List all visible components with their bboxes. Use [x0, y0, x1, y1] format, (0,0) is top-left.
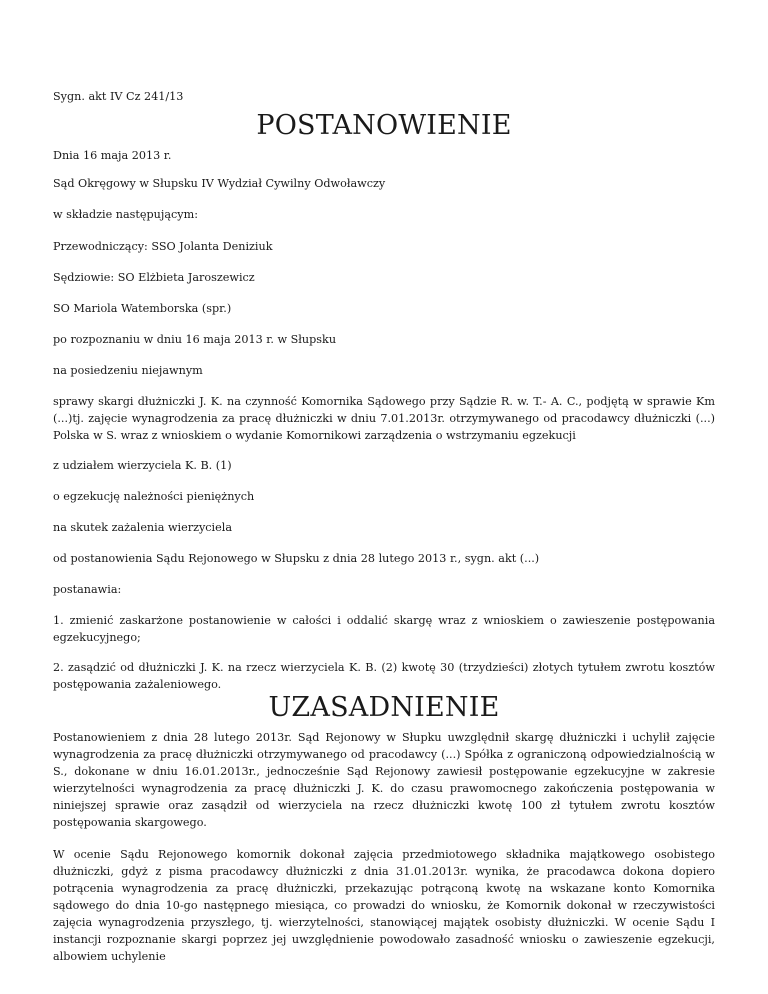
justification-paragraph-2: W ocenie Sądu Rejonowego komornik dokonał zajęcia przedmiotowego składnika majątkowego osobistego dłużniczki, gdyż z pisma pracodawcy dłużniczki z dnia 31.01.2013r. wynika, że pracodawca dokona dopiero potrącenia wynagrodzenia za pracę dłużniczki, przekazując potrąconą kwotę na wskazane konto Komornika sądowego do dnia 10-go następnego miesiąca, co prowadzi do wniosku, że Komornik dokonał w rzeczywistości zajęcia wynagrodzenia przyszłego, tj. wierzytelności, stanowiącej majątek osobisty dłużniczki. W ocenie Sądu I instancji rozpoznanie skargi poprzez jej uwzględnienie powodowało zasadność wniosku o zawieszenie egzekucji, albowiem uchylenie: [53, 848, 715, 963]
hearing-line: po rozpoznaniu w dniu 16 maja 2013 r. w Słupsku: [53, 333, 337, 346]
justification-title: UZASADNIENIE: [268, 692, 500, 723]
judges: Sędziowie: SO Elżbieta Jaroszewicz: [53, 271, 255, 284]
judge-second: SO Mariola Watemborska (spr.): [53, 302, 232, 315]
date-line: Dnia 16 maja 2013 r.: [53, 149, 172, 162]
composition-intro: w składzie następującym:: [53, 208, 198, 221]
session-line: na posiedzeniu niejawnym: [53, 364, 203, 377]
participation-line: z udziałem wierzyciela K. B. (1): [53, 459, 232, 472]
from-decision-line: od postanowienia Sądu Rejonowego w Słupsku z dnia 28 lutego 2013 r., sygn. akt (...): [53, 552, 540, 565]
justification-paragraph-1: Postanowieniem z dnia 28 lutego 2013r. Sąd Rejonowy w Słupku uwzględnił skargę dłużniczki i uchylił zajęcie wynagrodzenia za pracę dłużniczki otrzymywanego od pracodawcy (...) Spółka z ograniczoną odpowiedzialnością w S., dokonane w dniu 16.01.2013r., jednocześnie Sąd Rejonowy zawiesił postępowanie egzekucyjne w zakresie wierzytelności wynagrodzenia za pracę dłużniczki J. K. do czasu prawomocnego zakończenia postępowania w niniejszej sprawie oraz zasądził od wierzyciela na rzecz dłużniczki kwotę 100 zł tytułem zwrotu kosztów postępowania skargowego.: [53, 731, 715, 829]
case-description: sprawy skargi dłużniczki J. K. na czynność Komornika Sądowego przy Sądzie R. w. T.- A. C., podjętą w sprawie Km (...)tj. zajęcie wynagrodzenia za pracę dłużniczki w dniu 7.01.2013r. otrzymywanego od pracodawcy dłużniczki (...) Polska w S. wraz z wnioskiem o wydanie Komornikowi zarządzenia o wstrzymaniu egzekucji: [53, 395, 715, 442]
presiding-judge: Przewodniczący: SSO Jolanta Deniziuk: [53, 240, 273, 253]
case-signature: Sygn. akt IV Cz 241/13: [53, 90, 184, 103]
decides-line: postanawia:: [53, 583, 122, 596]
court-name: Sąd Okręgowy w Słupsku IV Wydział Cywilny Odwoławczy: [53, 177, 386, 190]
ruling-point-2: 2. zasądzić od dłużniczki J. K. na rzecz wierzyciela K. B. (2) kwotę 30 (trzydzieści) złotych tytułem zwrotu kosztów postępowania zażaleniowego.: [53, 661, 715, 691]
appeal-line: na skutek zażalenia wierzyciela: [53, 521, 232, 534]
ruling-point-1: 1. zmienić zaskarżone postanowienie w całości i oddalić skargę wraz z wnioskiem o zawieszenie postępowania egzekucyjnego;: [53, 614, 715, 644]
subject-line: o egzekucję należności pieniężnych: [53, 490, 255, 503]
document-title: POSTANOWIENIE: [256, 110, 512, 141]
